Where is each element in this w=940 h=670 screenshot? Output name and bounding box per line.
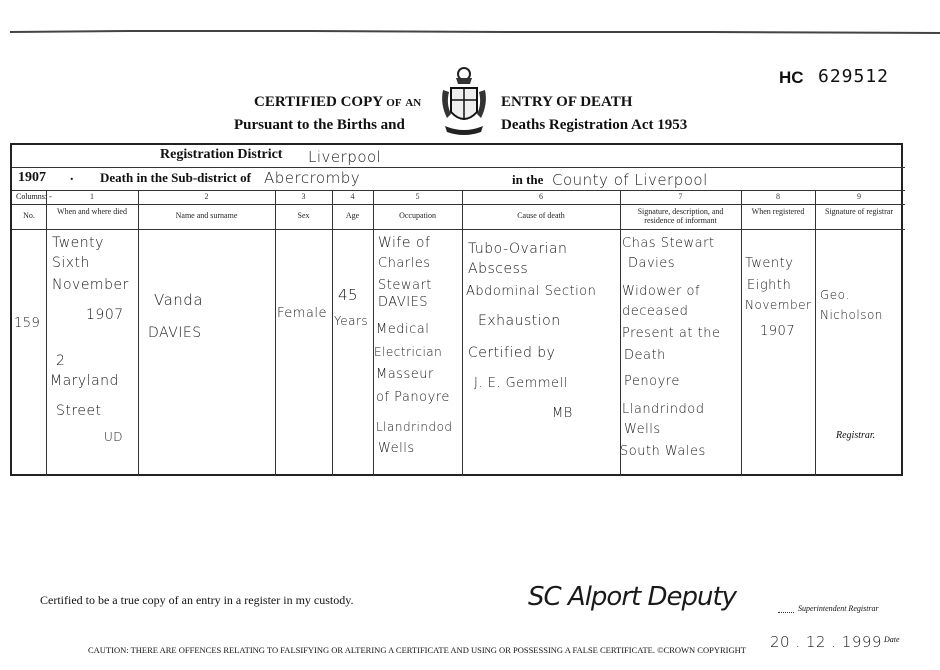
serial-number: 629512 bbox=[818, 66, 890, 87]
entry-informant-line8: Llandrindod bbox=[622, 402, 705, 417]
entry-registered-line2: Eighth bbox=[747, 278, 792, 293]
entry-age-number: 45 bbox=[338, 286, 359, 304]
entry-occupation-line2: Charles bbox=[378, 256, 431, 271]
entry-where-line4: UD bbox=[104, 430, 124, 444]
heading-right-line2: Deaths Registration Act 1953 bbox=[501, 117, 688, 133]
entry-number: 159 bbox=[14, 316, 41, 331]
col-num-6: 6 bbox=[539, 192, 543, 201]
entry-occupation-line5: Medical bbox=[376, 322, 430, 337]
superintendent-signature: SC Alport Deputy bbox=[528, 582, 737, 612]
superintendent-title: Superintendent Registrar bbox=[798, 604, 879, 613]
col-num-5: 5 bbox=[415, 192, 420, 201]
entry-informant-line10: South Wales bbox=[620, 444, 706, 459]
col-num-2: 2 bbox=[204, 192, 209, 201]
subdistrict-value: Abercromby bbox=[264, 169, 361, 187]
entry-where-line1: 2 bbox=[56, 353, 66, 369]
date-label: Date bbox=[884, 635, 900, 644]
entry-registrar-line1: Geo. bbox=[820, 288, 850, 302]
header-sex: Sex bbox=[297, 211, 310, 220]
entry-occupation-line4: DAVIES bbox=[378, 295, 429, 310]
serial-prefix: HC bbox=[779, 68, 804, 87]
scan-top-edge bbox=[10, 28, 940, 36]
entry-cause-line7: MB bbox=[552, 406, 573, 421]
entry-cause-line4: Exhaustion bbox=[478, 313, 561, 329]
entry-occupation-line7: Masseur bbox=[376, 367, 434, 382]
entry-where-line3: Street bbox=[56, 403, 102, 419]
entry-occupation-line1: Wife of bbox=[378, 235, 431, 251]
year-value: 1907 bbox=[18, 170, 46, 185]
certified-statement: Certified to be a true copy of an entry in a register in my custody. bbox=[40, 593, 354, 607]
entry-where-line2: Maryland bbox=[50, 373, 119, 389]
entry-registered-line1: Twenty bbox=[745, 256, 794, 271]
entry-registrar-line2: Nicholson bbox=[820, 308, 883, 322]
col-num-9: 9 bbox=[857, 192, 861, 201]
certificate-date: 20 . 12 . 1999 bbox=[770, 633, 882, 651]
entry-cause-line1: Tubo-Ovarian bbox=[468, 241, 568, 257]
entry-cause-line5: Certified by bbox=[468, 345, 556, 361]
heading-left-line1: CERTIFIED COPY of an bbox=[254, 94, 422, 110]
caution-notice: CAUTION: THERE ARE OFFENCES RELATING TO FALSIFYING OR ALTERING A CERTIFICATE AND USING OR POSSESSING A FALSE CERTIFICATE. ©CROWN COPYRIGHT bbox=[88, 645, 746, 655]
header-name: Name and surname bbox=[175, 211, 238, 220]
header-age: Age bbox=[345, 211, 360, 220]
entry-informant-line1: Chas Stewart bbox=[622, 236, 715, 251]
registrar-title: Registrar. bbox=[836, 430, 876, 441]
district-value: Liverpool bbox=[308, 148, 382, 166]
col-num-4: 4 bbox=[350, 192, 355, 201]
register-table bbox=[10, 143, 903, 476]
entry-cause-line3: Abdominal Section bbox=[466, 284, 597, 299]
entry-occupation-line10: Wells bbox=[378, 441, 415, 456]
col-num-8: 8 bbox=[776, 192, 780, 201]
header-registrar: Signature of registrar bbox=[825, 207, 893, 216]
entry-occupation-line6: Electrician bbox=[374, 345, 443, 359]
header-registered: When registered bbox=[751, 207, 805, 216]
royal-arms-emblem bbox=[437, 64, 491, 140]
year-suffix: . bbox=[70, 169, 74, 184]
entry-sex: Female bbox=[277, 306, 328, 321]
subdistrict-label: Death in the Sub-district of bbox=[100, 170, 251, 185]
entry-registered-line4: 1907 bbox=[760, 324, 796, 339]
entry-when-line3: November bbox=[52, 277, 129, 293]
col-num-1: 1 bbox=[90, 192, 94, 201]
columns-label: Columns: - bbox=[16, 192, 52, 201]
entry-cause-line2: Abscess bbox=[468, 261, 529, 277]
entry-cause-line6: J. E. Gemmell bbox=[474, 376, 568, 391]
header-no: No. bbox=[23, 211, 35, 220]
county-label: in the bbox=[512, 172, 544, 187]
entry-informant-line2: Davies bbox=[628, 256, 676, 271]
header-informant: Signature, description, and residence of informant bbox=[637, 207, 724, 225]
col-num-3: 3 bbox=[301, 192, 306, 201]
entry-occupation-line9: Llandrindod bbox=[376, 420, 453, 434]
col-num-7: 7 bbox=[678, 192, 683, 201]
entry-when-line2: Sixth bbox=[52, 255, 90, 271]
entry-name-last: DAVIES bbox=[148, 325, 202, 341]
header-occupation: Occupation bbox=[399, 211, 436, 220]
entry-name-first: Vanda bbox=[154, 291, 204, 309]
heading-left-line2: Pursuant to the Births and bbox=[234, 117, 405, 133]
entry-occupation-line8: of Panoyre bbox=[376, 390, 450, 405]
entry-informant-line3: Widower of bbox=[622, 284, 701, 299]
entry-informant-line5: Present at the bbox=[622, 326, 721, 341]
signature-dotted-line bbox=[778, 612, 794, 613]
header-when-where: When and where died bbox=[57, 207, 127, 216]
heading-right-line1: ENTRY OF DEATH bbox=[501, 94, 633, 110]
entry-registered-line3: November bbox=[745, 298, 812, 312]
entry-when-line4: 1907 bbox=[86, 307, 124, 323]
county-value: County of Liverpool bbox=[552, 171, 708, 189]
entry-when-line1: Twenty bbox=[52, 235, 104, 251]
entry-informant-line7: Penoyre bbox=[624, 374, 680, 389]
entry-informant-line4: deceased bbox=[622, 304, 689, 319]
entry-age-unit: Years bbox=[334, 314, 369, 328]
entry-occupation-line3: Stewart bbox=[378, 278, 432, 293]
entry-informant-line9: Wells bbox=[624, 422, 661, 437]
header-cause: Cause of death bbox=[517, 211, 565, 220]
entry-informant-line6: Death bbox=[624, 348, 666, 363]
district-label: Registration District bbox=[160, 147, 283, 162]
